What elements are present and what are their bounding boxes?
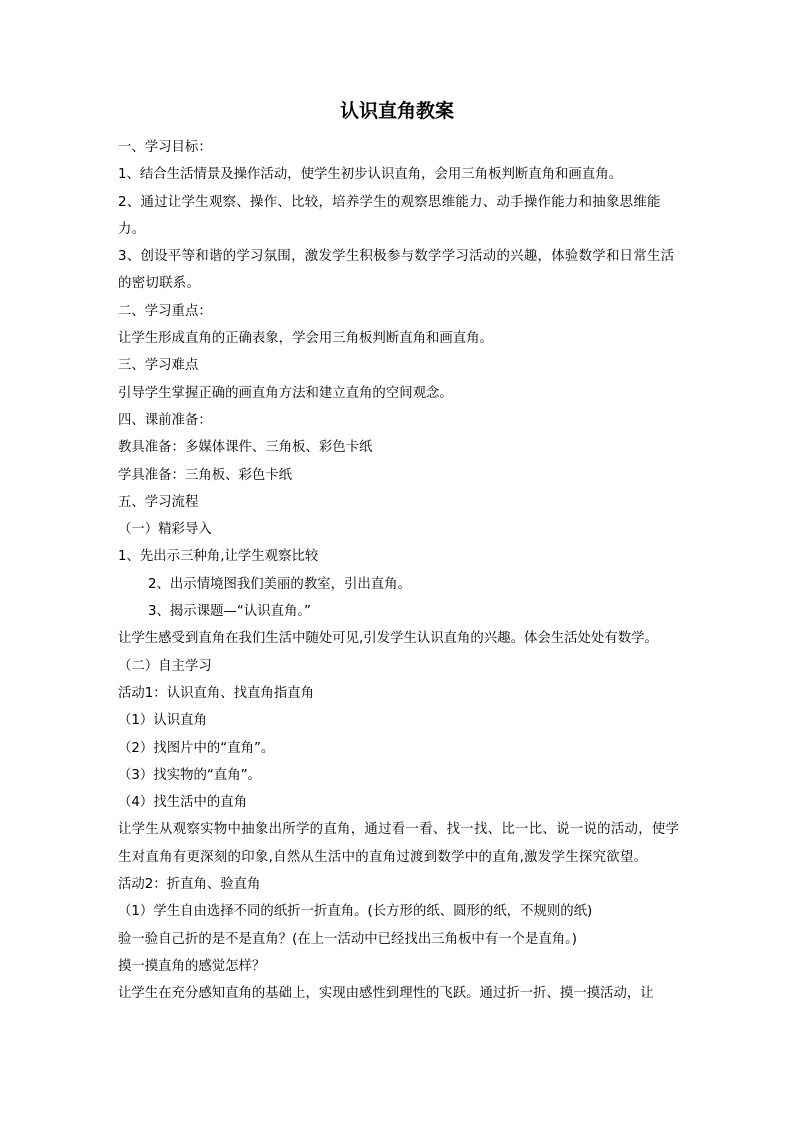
difficulties-text: 引导学生掌握正确的画直角方法和建立直角的空间观念。: [118, 385, 453, 401]
section-heading-process: 五、学习流程: [118, 494, 199, 510]
activity-1-heading: 活动1：认识直角、找直角指直角: [118, 685, 314, 701]
activity-2-heading: 活动2：折直角、验直角: [118, 877, 261, 893]
activity-2-touch: 摸一摸直角的感觉怎样？: [118, 958, 266, 974]
activity-1-step-2: （2）找图片中的“直角”。: [118, 740, 275, 756]
section-heading-difficulties: 三、学习难点: [118, 358, 199, 374]
teacher-materials: 教具准备：多媒体课件、三角板、彩色卡纸: [118, 440, 373, 456]
subsection-self-study: （二）自主学习: [118, 658, 212, 674]
intro-summary: 让学生感受到直角在我们生活中随处可见,引发学生认识直角的兴趣。体会生活处处有数学。: [118, 631, 658, 647]
activity-2-step-1: （1）学生自由选择不同的纸折一折直角。(长方形的纸、圆形的纸，不规则的纸): [118, 904, 593, 920]
activity-1-step-4: （4）找生活中的直角: [118, 795, 248, 811]
section-heading-preparation: 四、课前准备：: [118, 412, 212, 428]
activity-1-summary: 让学生从观察实物中抽象出所学的直角，通过看一看、找一找、比一比、说一说的活动，使学生对直角有更深刻的印象,自然从生活中的直角过渡到数学中的直角,激发学生探究欲望。: [118, 822, 680, 865]
section-heading-goals: 一、学习目标：: [118, 140, 212, 155]
activity-2-verify: 验一验自己折的是不是直角？(在上一活动中已经找出三角板中有一个是直角。): [118, 931, 578, 947]
intro-step-3: 3、揭示课题—“认识直角。”: [148, 604, 311, 620]
activity-1-step-1: （1）认识直角: [118, 713, 207, 729]
activity-2-summary: 让学生在充分感知直角的基础上，实现由感性到理性的飞跃。通过折一折、摸一摸活动，让: [118, 986, 654, 1002]
intro-step-1: 1、先出示三种角,让学生观察比较: [118, 549, 319, 565]
document-body: [118, 134, 686, 1008]
key-points-text: 让学生形成直角的正确表象，学会用三角板判断直角和画直角。: [118, 331, 493, 347]
student-materials: 学具准备：三角板、彩色卡纸: [118, 467, 293, 483]
goal-item-1: 1、结合生活情景及操作活动，使学生初步认识直角，会用三角板判断直角和画直角。: [118, 167, 622, 183]
goal-item-3: 3、创设平等和谐的学习氛围，激发学生积极参与数学学习活动的兴趣，体验数学和日常生活的密切联系。: [118, 249, 675, 292]
activity-1-step-3: （3）找实物的“直角”。: [118, 767, 261, 783]
intro-step-2: 2、出示情境图我们美丽的教室，引出直角。: [148, 576, 411, 592]
goal-item-2: 2、通过让学生观察、操作、比较，培养学生的观察思维能力、动手操作能力和抽象思维能力。: [118, 194, 661, 237]
document-title: 认识直角教案: [339, 100, 454, 122]
subsection-introduction: （一）精彩导入: [118, 522, 212, 538]
section-heading-key-points: 二、学习重点：: [118, 303, 212, 319]
